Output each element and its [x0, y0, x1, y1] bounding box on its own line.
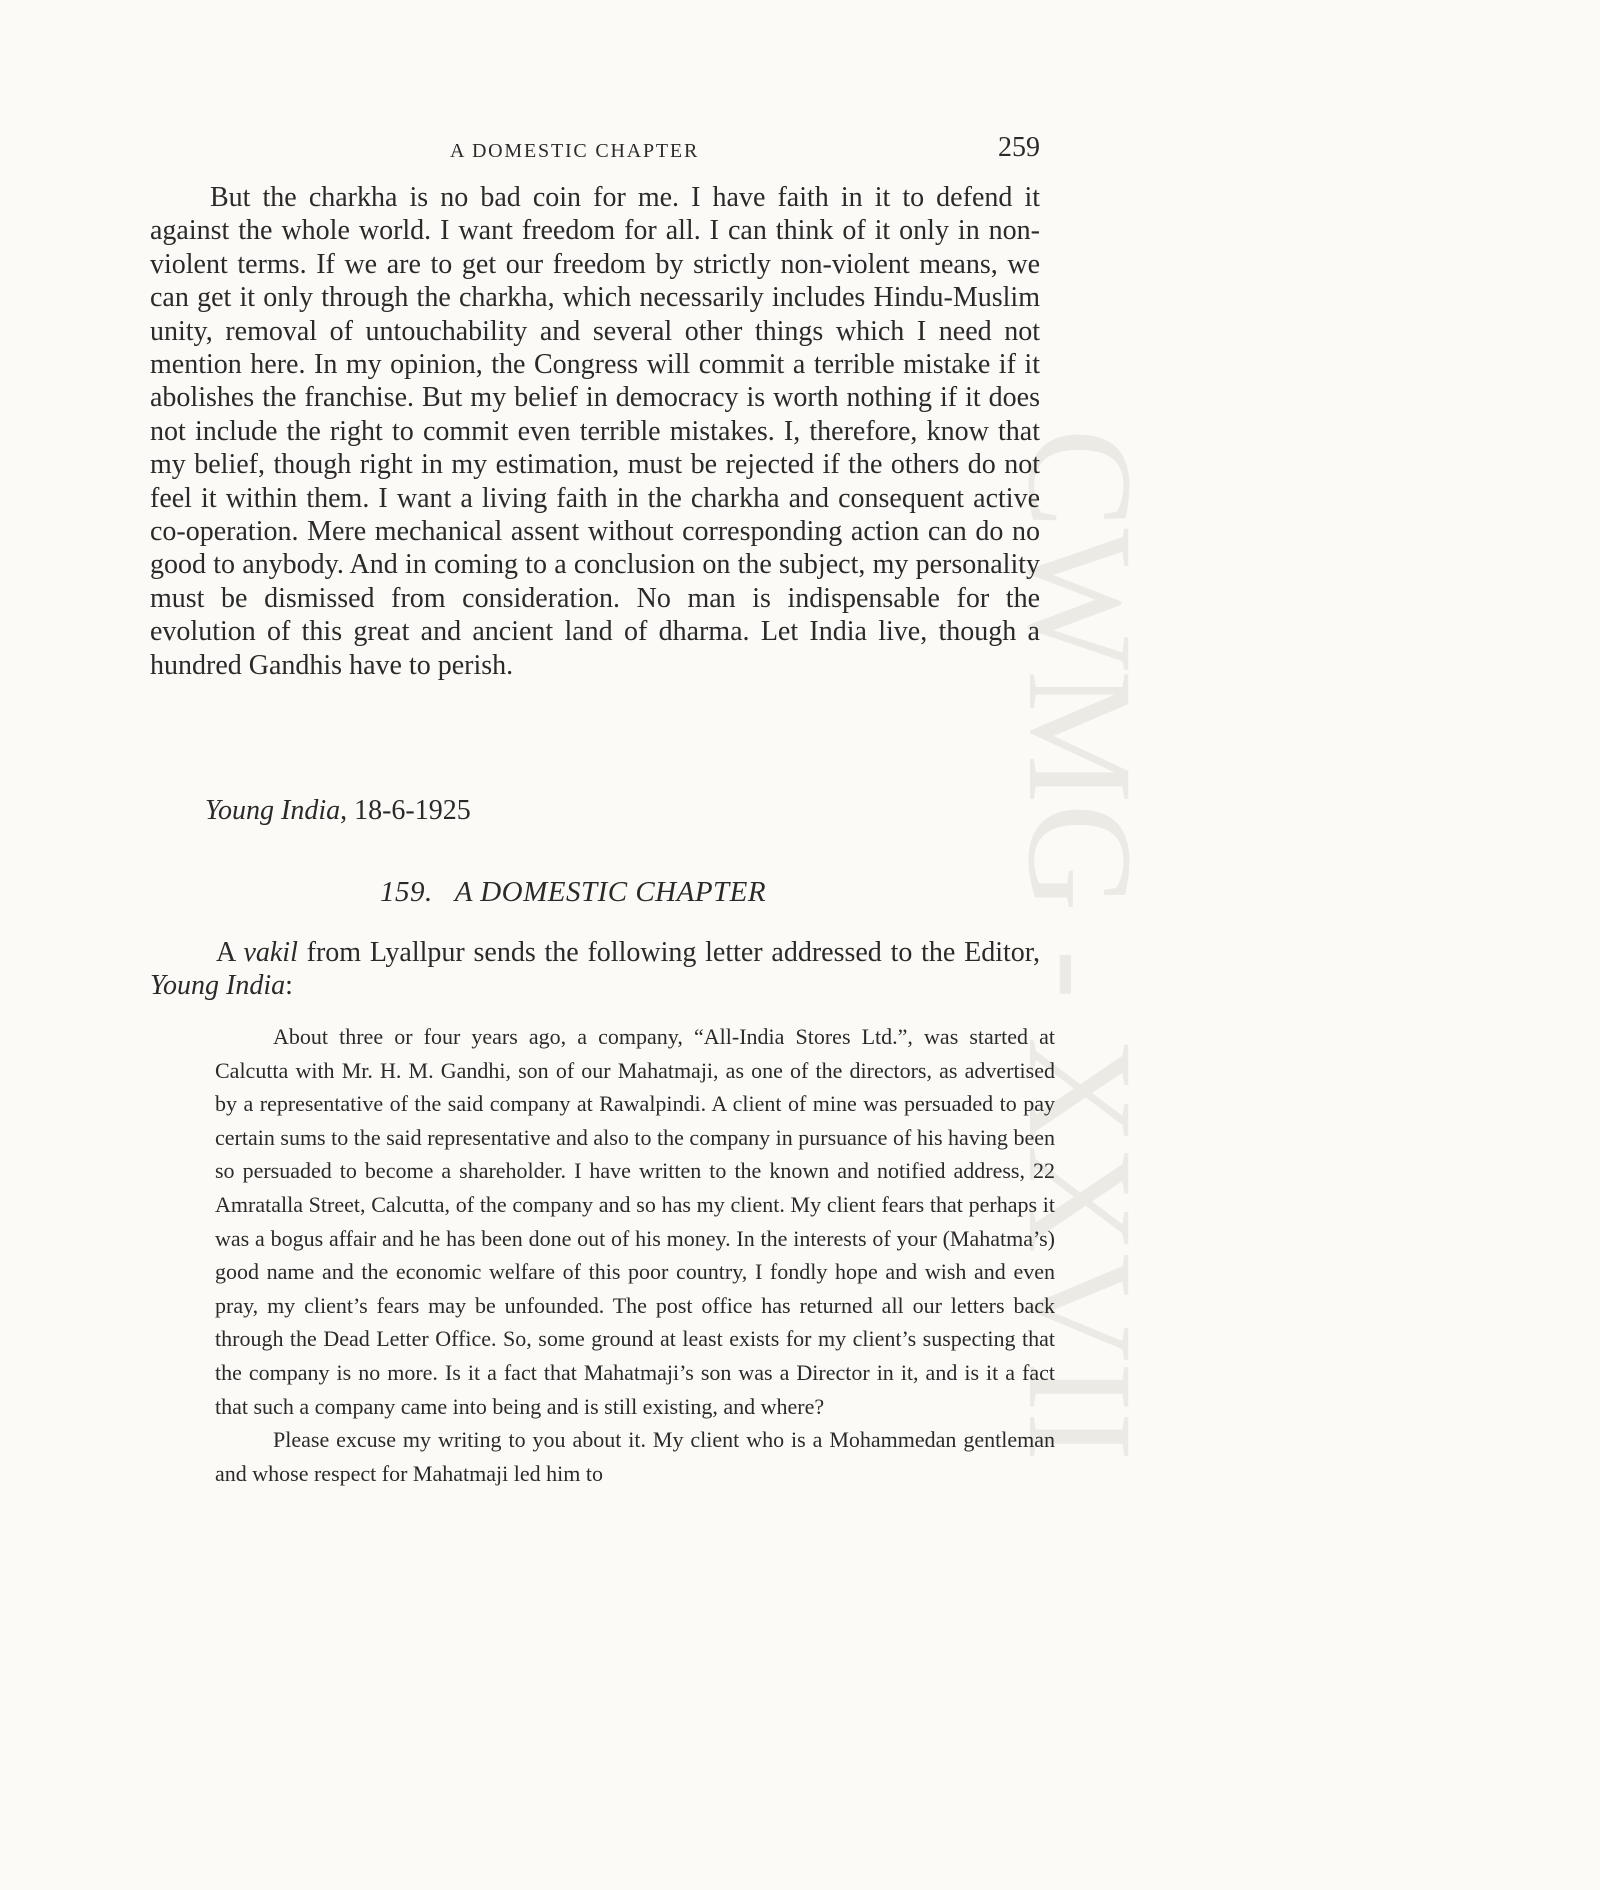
letter-paragraph: Please excuse my writing to you about it. My client who is a Mohammedan gentleman and whose respect for Mahatmaji led him to: [215, 1427, 1055, 1486]
intro-part-b: from Lyallpur sends the following letter addressed to the Editor,: [297, 937, 1040, 968]
page-number: 259: [998, 132, 1040, 163]
source-title: Young India: [205, 795, 341, 826]
page-header: [150, 132, 1040, 166]
quoted-letter: [215, 1020, 1055, 1490]
intro-young-india: Young India: [150, 970, 286, 1002]
letter-paragraph: About three or four years ago, a company, “All-India Stores Ltd.”, was started at Calcutta with Mr. H. M. Gandhi, son of our Mahatmaji, as one of the directors, as advertised by a representative of the said company at Rawalpindi. A client of mine was persuaded to pay certain sums to the said representative and also to the company in pursuance of his having been so persuaded to become a shareholder. I have written to the known and notified address, 22 Amratalla Street, Calcutta, of the company and so has my client. My client fears that perhaps it was a bogus affair and he has been done out of his money. In the interests of your (Mahatma’s) good name and the economic welfare of this poor country, I fondly hope and wish and even pray, my client’s fears may be unfounded. The post office has returned all our letters back through the Dead Letter Office. So, some ground at least exists for my client’s suspecting that the company is no more. Is it a fact that Mahatmaji’s son was a Director in it, and is it a fact that such a company came into being and is still existing, and where?: [215, 1024, 1055, 1419]
source-date: , 18-6-1925: [340, 795, 471, 826]
chapter-intro: [150, 936, 1040, 1003]
chapter-number: 159.: [380, 876, 433, 908]
watermark-text: CWMG - XXVII: [997, 428, 1163, 1462]
previous-article-paragraph: But the charkha is no bad coin for me. I have faith in it to defend it against the whole world. I want freedom for all. I can think of it only in non-violent terms. If we are to get our freedom by strictly non-violent means, we can get it only through the charkha, which necessarily includes Hindu-Muslim unity, removal of untouchability and several other things which I need not mention here. In my opinion, the Congress will commit a terrible mistake if it abolishes the franchise. But my belief in democracy is worth nothing if it does not include the right to commit even terrible mistakes. I, therefore, know that my belief, though right in my estimation, must be rejected if the others do not feel it within them. I want a living faith in the charkha and consequent active co-operation. Mere mechanical assent without corresponding action can do no good to anybody. And in coming to a conclusion on the subject, my personality must be dismissed from consideration. No man is indispensable for the evolution of this great and ancient land of dharma. Let India live, though a hundred Gandhis have to perish.: [150, 182, 1040, 681]
intro-part-a: A: [216, 937, 244, 968]
chapter-heading: [380, 876, 766, 909]
source-citation: [205, 795, 471, 827]
chapter-title: A DOMESTIC CHAPTER: [454, 876, 767, 908]
running-title: A DOMESTIC CHAPTER: [450, 140, 700, 162]
intro-vakil: vakil: [243, 937, 298, 968]
previous-article: [150, 181, 1040, 682]
intro-part-c: :: [285, 970, 293, 1002]
